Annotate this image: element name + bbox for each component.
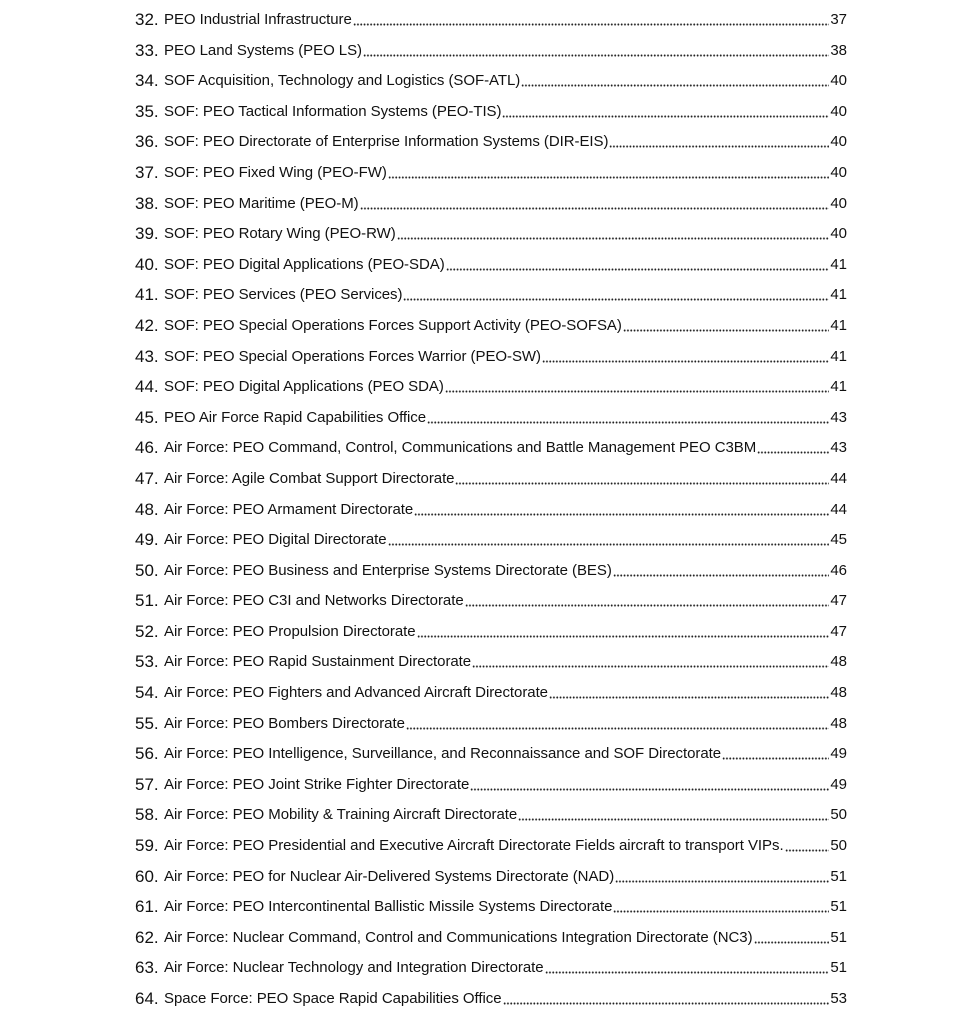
toc-entry-title: Air Force: PEO Rapid Sustainment Directorate — [164, 653, 472, 671]
toc-entry[interactable] — [0, 158, 960, 189]
toc-entry-title: Air Force: Nuclear Command, Control and Communications Integration Directorate (NC3) — [164, 928, 753, 946]
toc-entry-number: 59. — [135, 836, 159, 856]
toc-entry[interactable] — [0, 892, 960, 923]
toc-entry-title: SOF: PEO Special Operations Forces Support Activity (PEO-SOFSA) — [164, 316, 622, 334]
toc-entry[interactable] — [0, 342, 960, 373]
toc-entry-number: 35. — [135, 101, 159, 121]
toc-entry[interactable] — [0, 739, 960, 770]
toc-entry-leader-line — [164, 835, 847, 857]
toc-entry-number: 39. — [135, 224, 159, 244]
toc-entry[interactable] — [0, 647, 960, 678]
toc-entry[interactable] — [0, 97, 960, 128]
toc-entry-title: SOF: PEO Special Operations Forces Warrior (PEO-SW) — [164, 347, 541, 365]
toc-entry[interactable] — [0, 250, 960, 281]
toc-dot-leader — [446, 268, 830, 271]
toc-entry-title: Air Force: Agile Combat Support Directorate — [164, 469, 455, 487]
toc-dot-leader — [417, 635, 830, 638]
toc-entry-page-number: 51 — [830, 928, 847, 946]
table-of-contents — [0, 5, 960, 1015]
toc-entry[interactable] — [0, 36, 960, 67]
toc-entry-number: 52. — [135, 621, 159, 641]
toc-entry-page-number: 43 — [830, 408, 847, 426]
toc-dot-leader — [503, 1002, 830, 1005]
toc-entry-number: 48. — [135, 499, 159, 519]
toc-entry-title: Air Force: PEO Fighters and Advanced Aircraft Directorate — [164, 684, 548, 702]
toc-entry-number: 56. — [135, 744, 159, 764]
toc-entry-page-number: 51 — [830, 898, 847, 916]
toc-dot-leader — [427, 421, 829, 424]
toc-entry-leader-line — [164, 529, 847, 551]
toc-dot-leader — [360, 207, 830, 210]
toc-entry-leader-line — [164, 254, 847, 276]
toc-entry-title: Air Force: PEO Business and Enterprise Systems Directorate (BES) — [164, 561, 612, 579]
toc-entry[interactable] — [0, 984, 960, 1015]
toc-entry-title: Air Force: PEO Propulsion Directorate — [164, 622, 416, 640]
toc-entry-leader-line — [164, 407, 847, 429]
toc-entry-title: Air Force: PEO C3I and Networks Directorate — [164, 592, 464, 610]
toc-dot-leader — [521, 84, 829, 87]
toc-entry-title: Air Force: PEO Mobility & Training Aircraft Directorate — [164, 806, 518, 824]
toc-entry-page-number: 41 — [830, 286, 847, 304]
toc-entry-page-number: 44 — [830, 469, 847, 487]
toc-entry-number: 46. — [135, 438, 159, 458]
toc-entry[interactable] — [0, 923, 960, 954]
toc-entry-page-number: 53 — [830, 990, 847, 1007]
toc-entry-leader-line — [164, 774, 847, 796]
toc-entry-title: PEO Land Systems (PEO LS) — [164, 41, 362, 59]
toc-dot-leader — [757, 451, 829, 454]
toc-entry-page-number: 38 — [830, 41, 847, 59]
toc-entry-page-number: 40 — [830, 163, 847, 181]
toc-entry-leader-line — [164, 621, 847, 643]
toc-entry-page-number: 40 — [830, 194, 847, 212]
toc-dot-leader — [502, 115, 829, 118]
toc-entry[interactable] — [0, 5, 960, 36]
toc-entry-leader-line — [164, 896, 847, 918]
toc-entry-page-number: 49 — [830, 745, 847, 763]
toc-entry[interactable] — [0, 709, 960, 740]
toc-entry[interactable] — [0, 433, 960, 464]
toc-entry-number: 42. — [135, 315, 159, 335]
toc-entry-number: 45. — [135, 407, 159, 427]
toc-dot-leader — [397, 237, 830, 240]
toc-entry-title: SOF: PEO Services (PEO Services) — [164, 286, 403, 304]
toc-entry-number: 57. — [135, 774, 159, 794]
toc-entry-title: SOF: PEO Digital Applications (PEO SDA) — [164, 378, 444, 396]
toc-entry-number: 32. — [135, 10, 159, 29]
toc-dot-leader — [353, 23, 830, 26]
toc-entry-title: PEO Industrial Infrastructure — [164, 11, 352, 28]
toc-entry-page-number: 41 — [830, 347, 847, 365]
toc-entry-number: 51. — [135, 591, 159, 611]
toc-entry-title: SOF: PEO Fixed Wing (PEO-FW) — [164, 163, 387, 181]
toc-entry-title: Air Force: PEO Presidential and Executive Aircraft Directorate Fields aircraft to transport VIPs. — [164, 837, 784, 855]
toc-entry-leader-line — [164, 284, 847, 306]
toc-entry-title: Air Force: Nuclear Technology and Integration Directorate — [164, 959, 544, 977]
toc-entry-number: 64. — [135, 989, 159, 1008]
toc-entry-leader-line — [164, 376, 847, 398]
toc-entry[interactable] — [0, 372, 960, 403]
toc-entry-title: Air Force: PEO Intercontinental Ballistic Missile Systems Directorate — [164, 898, 613, 916]
toc-dot-leader — [613, 574, 830, 577]
toc-dot-leader — [542, 360, 829, 363]
toc-entry-title: Air Force: PEO Armament Directorate — [164, 500, 414, 518]
toc-entry-title: Air Force: PEO for Nuclear Air-Delivered Systems Directorate (NAD) — [164, 867, 615, 885]
toc-dot-leader — [403, 298, 829, 301]
toc-entry[interactable] — [0, 127, 960, 158]
toc-dot-leader — [406, 727, 829, 730]
toc-entry-number: 36. — [135, 132, 159, 152]
toc-entry-title: SOF: PEO Rotary Wing (PEO-RW) — [164, 225, 396, 243]
toc-entry-number: 60. — [135, 866, 159, 886]
toc-dot-leader — [754, 941, 830, 944]
toc-entry-title: Air Force: PEO Joint Strike Fighter Directorate — [164, 775, 470, 793]
toc-entry-title: SOF: PEO Directorate of Enterprise Information Systems (DIR-EIS) — [164, 133, 609, 151]
toc-entry-leader-line — [164, 40, 847, 62]
toc-entry-leader-line — [164, 560, 847, 582]
toc-entry[interactable] — [0, 525, 960, 556]
toc-entry-number: 58. — [135, 805, 159, 825]
toc-dot-leader — [623, 329, 829, 332]
toc-entry[interactable] — [0, 495, 960, 526]
toc-dot-leader — [785, 849, 830, 852]
toc-entry-page-number: 40 — [830, 225, 847, 243]
toc-entry[interactable] — [0, 800, 960, 831]
toc-entry-leader-line — [164, 713, 847, 735]
toc-entry[interactable] — [0, 862, 960, 893]
toc-entry-leader-line — [164, 346, 847, 368]
toc-entry-page-number: 44 — [830, 500, 847, 518]
toc-dot-leader — [445, 390, 829, 393]
toc-dot-leader — [545, 971, 830, 974]
toc-entry-page-number: 47 — [830, 622, 847, 640]
toc-entry-number: 41. — [135, 285, 159, 305]
toc-entry-number: 54. — [135, 683, 159, 703]
toc-entry[interactable] — [0, 66, 960, 97]
toc-dot-leader — [609, 145, 829, 148]
toc-dot-leader — [472, 665, 829, 668]
toc-entry-title: SOF: PEO Tactical Information Systems (PEO-TIS) — [164, 102, 502, 120]
toc-entry-page-number: 37 — [830, 11, 847, 28]
toc-entry[interactable] — [0, 617, 960, 648]
toc-entry-leader-line — [164, 162, 847, 184]
toc-entry[interactable] — [0, 280, 960, 311]
toc-dot-leader — [722, 757, 829, 760]
toc-entry-title: Air Force: PEO Command, Control, Communications and Battle Management PEO C3BM — [164, 439, 757, 457]
toc-entry-number: 55. — [135, 713, 159, 733]
toc-entry[interactable] — [0, 189, 960, 220]
toc-entry-leader-line — [164, 682, 847, 704]
toc-entry-number: 63. — [135, 958, 159, 978]
toc-entry-page-number: 50 — [830, 806, 847, 824]
toc-entry-page-number: 41 — [830, 378, 847, 396]
toc-entry-page-number: 40 — [830, 102, 847, 120]
toc-entry[interactable] — [0, 678, 960, 709]
toc-entry-number: 43. — [135, 346, 159, 366]
toc-entry-leader-line — [164, 223, 847, 245]
toc-dot-leader — [518, 818, 829, 821]
toc-entry-title: SOF: PEO Maritime (PEO-M) — [164, 194, 359, 212]
toc-entry-number: 47. — [135, 468, 159, 488]
toc-dot-leader — [613, 910, 829, 913]
toc-entry-number: 34. — [135, 71, 159, 91]
toc-entry-title: Space Force: PEO Space Rapid Capabilities Office — [164, 990, 502, 1007]
toc-entry-page-number: 48 — [830, 653, 847, 671]
toc-entry-page-number: 41 — [830, 255, 847, 273]
toc-entry-number: 50. — [135, 560, 159, 580]
toc-entry-number: 44. — [135, 377, 159, 397]
toc-entry-leader-line — [164, 70, 847, 92]
toc-entry-leader-line — [164, 9, 847, 31]
toc-entry[interactable] — [0, 831, 960, 862]
toc-dot-leader — [615, 880, 829, 883]
toc-dot-leader — [470, 788, 829, 791]
toc-entry-leader-line — [164, 988, 847, 1010]
toc-entry-leader-line — [164, 101, 847, 123]
toc-entry-title: SOF Acquisition, Technology and Logistics (SOF-ATL) — [164, 72, 521, 90]
toc-entry-number: 62. — [135, 927, 159, 947]
toc-entry-leader-line — [164, 468, 847, 490]
toc-dot-leader — [455, 482, 829, 485]
toc-entry[interactable] — [0, 403, 960, 434]
toc-entry-title: Air Force: PEO Bombers Directorate — [164, 714, 405, 732]
toc-entry-title: Air Force: PEO Digital Directorate — [164, 531, 387, 549]
toc-dot-leader — [363, 54, 829, 57]
toc-dot-leader — [549, 696, 829, 699]
toc-entry-page-number: 40 — [830, 133, 847, 151]
toc-entry-number: 38. — [135, 193, 159, 213]
toc-entry-number: 37. — [135, 162, 159, 182]
toc-entry-leader-line — [164, 743, 847, 765]
toc-entry-page-number: 50 — [830, 837, 847, 855]
toc-entry-leader-line — [164, 131, 847, 153]
toc-entry-page-number: 43 — [830, 439, 847, 457]
toc-entry-leader-line — [164, 193, 847, 215]
toc-entry-number: 61. — [135, 897, 159, 917]
toc-entry-leader-line — [164, 499, 847, 521]
toc-entry-title: SOF: PEO Digital Applications (PEO-SDA) — [164, 255, 445, 273]
toc-entry[interactable] — [0, 311, 960, 342]
toc-entry-number: 49. — [135, 530, 159, 550]
toc-entry-leader-line — [164, 957, 847, 979]
toc-entry-title: PEO Air Force Rapid Capabilities Office — [164, 408, 427, 426]
toc-entry-number: 40. — [135, 254, 159, 274]
toc-entry-title: Air Force: PEO Intelligence, Surveillance, and Reconnaissance and SOF Directorate — [164, 745, 722, 763]
toc-entry-page-number: 40 — [830, 72, 847, 90]
toc-entry-page-number: 46 — [830, 561, 847, 579]
toc-entry-page-number: 48 — [830, 714, 847, 732]
toc-entry-leader-line — [164, 315, 847, 337]
toc-entry[interactable] — [0, 464, 960, 495]
toc-entry-leader-line — [164, 927, 847, 949]
toc-dot-leader — [388, 543, 830, 546]
toc-entry-leader-line — [164, 804, 847, 826]
toc-entry[interactable] — [0, 219, 960, 250]
toc-entry-leader-line — [164, 437, 847, 459]
toc-entry[interactable] — [0, 953, 960, 984]
toc-entry[interactable] — [0, 556, 960, 587]
toc-entry-page-number: 51 — [830, 867, 847, 885]
toc-entry-number: 53. — [135, 652, 159, 672]
toc-entry-number: 33. — [135, 40, 159, 60]
toc-dot-leader — [388, 176, 830, 179]
toc-dot-leader — [465, 604, 830, 607]
toc-dot-leader — [414, 513, 829, 516]
toc-entry-page-number: 48 — [830, 684, 847, 702]
toc-entry[interactable] — [0, 770, 960, 801]
toc-entry-page-number: 47 — [830, 592, 847, 610]
toc-entry-page-number: 51 — [830, 959, 847, 977]
toc-entry-page-number: 49 — [830, 775, 847, 793]
toc-entry-leader-line — [164, 590, 847, 612]
toc-entry-page-number: 41 — [830, 316, 847, 334]
toc-entry-leader-line — [164, 866, 847, 888]
toc-entry-page-number: 45 — [830, 531, 847, 549]
toc-entry-leader-line — [164, 651, 847, 673]
toc-entry[interactable] — [0, 586, 960, 617]
